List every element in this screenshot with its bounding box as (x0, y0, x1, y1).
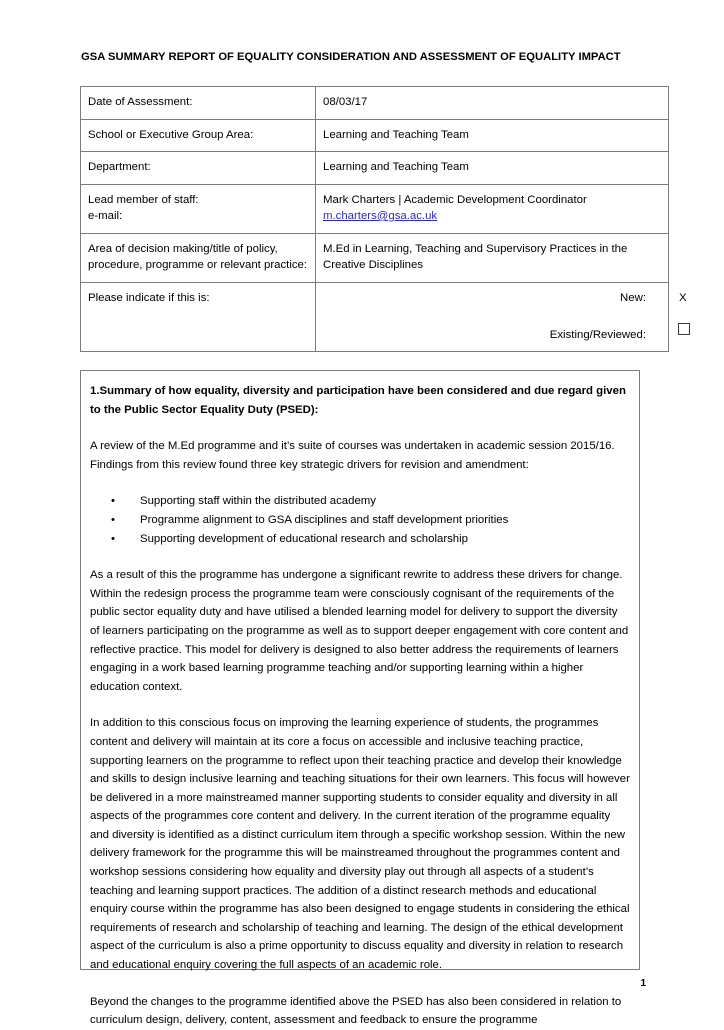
section-1-paragraph-2: As a result of this the programme has undergone a significant rewrite to address these drivers for change. Within the redesign process the programme team were consciously cognisant of the requirements of the public sector equality duty and have utilised a blended learning model for delivery to support the diversity of learners participating on the programme as well as to support deeper engagement with core content and reflective practice. This model for delivery is designed to also better address the requirements of learners engaging in a work based learning programme teaching and/or supporting learning within a higher education context. (90, 569, 629, 693)
list-item-label: Supporting staff within the distributed academy (140, 495, 376, 508)
table-row (81, 233, 669, 282)
section-1-heading: 1.Summary of how equality, diversity and participation have been considered and due regard given to the Public Sector Equality Duty (PSED): (90, 385, 626, 416)
table-row-indicate-type (81, 282, 669, 352)
checkbox-existing-reviewed[interactable] (678, 323, 690, 335)
field-value-school-or-executive-group-area: Learning and Teaching Team (316, 119, 669, 152)
section-1-paragraph-1: A review of the M.Ed programme and it’s suite of courses was undertaken in academic session 2015/16. Findings from this review found three key strategic drivers for revision and amendment: (90, 440, 615, 471)
option-label-existing-reviewed: Existing/Reviewed: (549, 328, 646, 341)
list-item-label: Supporting development of educational research and scholarship (140, 532, 469, 545)
table-row (81, 184, 669, 233)
section-1-paragraph-4: Beyond the changes to the programme identified above the PSED has also been considered in relation to curriculum design, delivery, content, assessment and feedback to ensure the programme (90, 995, 622, 1027)
bullet-icon: • (111, 495, 115, 508)
option-label-new: New: (620, 291, 646, 304)
field-label-please-indicate: Please indicate if this is: (81, 282, 316, 352)
lead-staff-name: Mark Charters | Academic Development Coordinator (323, 193, 587, 206)
section-1-paragraph-3: In addition to this conscious focus on improving the learning experience of students, the programmes content and delivery will maintain at its core a focus on accessible and inclusive teaching practice, supporting learners on the programme to reflect upon their teaching practice and develop their knowledge and skills to design inclusive learning and teaching situations for their own learners. This focus will however be delivered in a more mainstreamed manner supporting students to consider equality and diversity in all aspects of the programmes core content and delivery. In the current iteration of the programme equality and diversity is identified as a distinct curriculum item through a specific workshop session. Within the new delivery framework for the programme this will be mainstreamed throughout the programmes content and workshop sessions considering how equality and diversity play out through all aspects of a student’s teaching and learning support practices. The addition of a distinct research methods and educational enquiry course within the programme has also been designed to engage students in considering the ethical requirements of research and scholarship of teaching and learning. The design of the ethical development aspect of the curriculum is also a prime opportunity to discuss equality and diversity in relation to research and educational enquiry covering the full aspects of an academic role. (90, 717, 630, 972)
table-row (81, 152, 669, 185)
list-item-label: Programme alignment to GSA disciplines and staff development priorities (140, 513, 509, 526)
section-1-bullet-list (90, 492, 630, 548)
page-title: GSA SUMMARY REPORT OF EQUALITY CONSIDERATION AND ASSESSMENT OF EQUALITY IMPACT (81, 51, 621, 63)
indicate-option-labels (316, 282, 669, 352)
bullet-icon: • (111, 532, 115, 545)
lead-staff-label-line1: Lead member of staff: (88, 193, 199, 206)
field-value-department: Learning and Teaching Team (316, 152, 669, 185)
field-label-school-or-executive-group-area: School or Executive Group Area: (81, 119, 316, 152)
table-row (81, 87, 669, 120)
field-label-department: Department: (81, 152, 316, 185)
section-1-body-box (80, 370, 640, 1027)
field-label-lead-member-of-staff (81, 184, 316, 233)
checkbox-new-marked[interactable]: X (679, 291, 687, 304)
list-item (90, 492, 630, 511)
field-value-date-of-assessment: 08/03/17 (316, 87, 669, 120)
field-label-area-of-decision-making: Area of decision making/title of policy, procedure, programme or relevant practice: (81, 233, 316, 282)
field-value-lead-member-of-staff (316, 184, 669, 233)
assessment-info-table (80, 86, 687, 352)
list-item (90, 530, 630, 549)
bullet-icon: • (111, 513, 115, 526)
page-number: 1 (640, 978, 646, 989)
lead-staff-label-line2: e-mail: (88, 210, 123, 222)
field-value-area-of-decision-making: M.Ed in Learning, Teaching and Supervisory Practices in the Creative Disciplines (316, 233, 669, 282)
email-link[interactable]: m.charters@gsa.ac.uk (323, 210, 438, 222)
list-item (90, 511, 630, 530)
table-row (81, 119, 669, 152)
field-label-date-of-assessment: Date of Assessment: (81, 87, 316, 120)
